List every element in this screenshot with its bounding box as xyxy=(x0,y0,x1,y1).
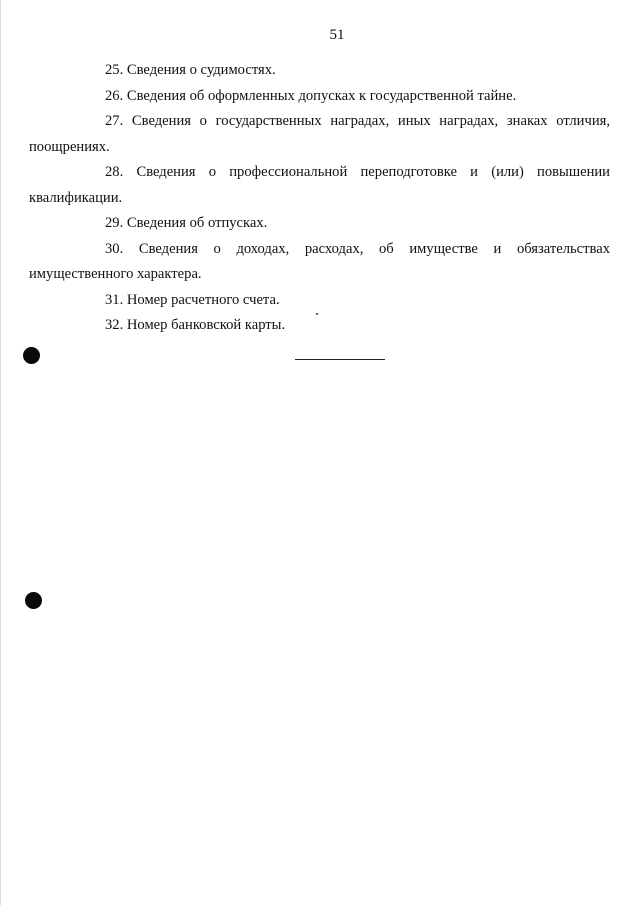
list-item-30-line-1: 30. Сведения о доходах, расходах, об имуществе и обязательствах xyxy=(105,240,610,257)
closing-rule xyxy=(295,359,385,360)
list-item-30 xyxy=(29,237,610,288)
list-item-27-line-1: 27. Сведения о государственных наградах, иных наградах, знаках отличия, xyxy=(105,113,610,129)
list-item-28-line-1: 28. Сведения о профессиональной переподготовке и (или) повышении xyxy=(105,164,610,180)
list-item-27-line-2: поощрениях. xyxy=(29,138,110,155)
list-item-29: 29. Сведения об отпусках. xyxy=(105,215,268,231)
list-item-32: 32. Номер банковской карты. xyxy=(105,317,286,333)
list-item-26: 26. Сведения об оформленных допусках к государственной тайне. xyxy=(105,87,517,104)
list-item-30-line-2: имущественного характера. xyxy=(29,266,202,282)
punch-hole-top xyxy=(23,347,40,364)
list-item-27 xyxy=(29,109,610,160)
list-item-25: 25. Сведения о судимостях. xyxy=(105,62,276,78)
punch-hole-bottom xyxy=(25,592,42,609)
page-number: 51 xyxy=(329,27,345,43)
list-item-31: 31. Номер расчетного счета. xyxy=(105,291,280,308)
scan-speck xyxy=(316,313,318,315)
list-item-28 xyxy=(29,160,610,211)
document-list xyxy=(29,58,610,339)
list-item-28-line-2: квалификации. xyxy=(29,189,123,206)
